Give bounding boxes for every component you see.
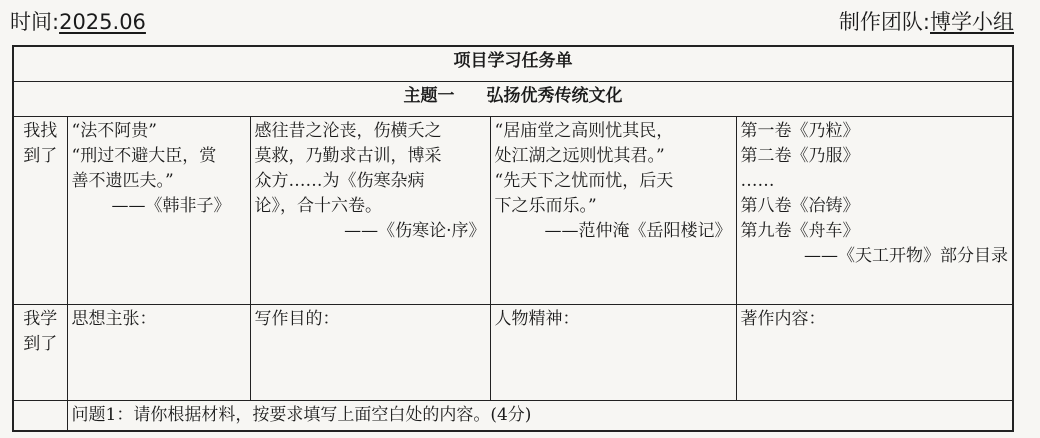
material-yueyanglou: “居庙堂之高则忧其民， 处江湖之远则忧其君。” “先天下之忧而忧，后天 下之乐而乐。” ——范仲淹《岳阳楼记》 xyxy=(490,117,736,305)
answer-spirit[interactable] xyxy=(490,305,736,401)
theme-name: 弘扬优秀传统文化 xyxy=(486,86,623,106)
answer-thought[interactable] xyxy=(67,305,250,401)
question-spacer xyxy=(13,401,67,432)
learned-label: 我学 到了 xyxy=(13,305,67,401)
source-tiangongkaiwu: ——《天工开物》部分目录 xyxy=(804,246,1009,266)
team-label: 制作团队: xyxy=(838,10,930,34)
time-info xyxy=(10,6,146,36)
time-label: 时间: xyxy=(10,10,60,34)
answer-purpose-label: 写作目的： xyxy=(254,309,340,329)
answer-spirit-label: 人物精神： xyxy=(494,309,580,329)
source-shanghanlun: ——《伤寒论·序》 xyxy=(344,221,486,241)
time-value: 2025.06 xyxy=(59,10,146,34)
found-label: 我找 到了 xyxy=(13,117,67,305)
source-yueyanglou: ——范仲淹《岳阳楼记》 xyxy=(544,221,732,241)
page-header xyxy=(10,6,1014,36)
theme-prefix: 主题一 xyxy=(403,86,455,106)
answer-content[interactable] xyxy=(736,305,1013,401)
material-shanghanlun: 感往昔之沦丧，伤横夭之 莫救，乃勤求古训，博采 众方……为《伤寒杂病 论》，合十六卷。 ——《伤寒论·序》 xyxy=(250,117,490,305)
source-hanfeizi: ——《韩非子》 xyxy=(111,196,231,216)
sheet-title: 项目学习任务单 xyxy=(13,46,1013,82)
material-hanfeizi: “法不阿贵” “刑过不避大臣，赏 善不遗匹夫。” ——《韩非子》 xyxy=(67,117,250,305)
question-text: 问题1：请你根据材料，按要求填写上面空白处的内容。(4分) xyxy=(67,401,1013,432)
team-value: 博学小组 xyxy=(930,10,1014,34)
material-tiangongkaiwu: 第一卷《乃粒》 第二卷《乃服》 …… 第八卷《冶铸》 第九卷《舟车》 ——《天工开物》部分目录 xyxy=(736,117,1013,305)
team-info xyxy=(839,6,1014,36)
task-sheet-table xyxy=(12,45,1014,432)
answer-thought-label: 思想主张： xyxy=(71,309,157,329)
answer-purpose[interactable] xyxy=(250,305,490,401)
answer-content-label: 著作内容： xyxy=(740,309,826,329)
theme-title xyxy=(13,82,1013,117)
